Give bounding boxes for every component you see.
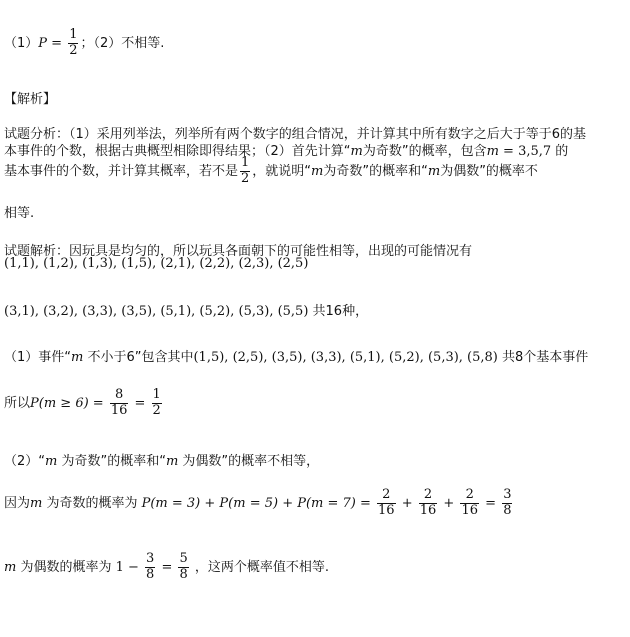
denominator: 2: [241, 170, 250, 186]
text: 为奇数的概率为: [42, 495, 142, 511]
numerator: 2: [377, 488, 396, 504]
denominator: 8: [146, 566, 155, 582]
text: 本事件的个数，根据古典概型相除即得结果；（2）首先计算“: [4, 144, 351, 159]
part2-line: [4, 450, 319, 469]
var-m: m: [165, 454, 179, 469]
part-label: （1）: [4, 35, 39, 51]
text: 为偶数的概率为: [16, 559, 116, 575]
text: 为偶数”的概率不: [440, 163, 538, 179]
text: 共8个基本事件: [497, 350, 589, 365]
denominator: 8: [179, 566, 188, 582]
answer-line: [4, 28, 164, 59]
denominator: 16: [110, 402, 128, 418]
fraction-half: [240, 156, 250, 187]
fraction: [145, 552, 155, 583]
numerator: 2: [460, 488, 479, 504]
text: 基本事件的个数，并计算其概率，若不是: [4, 163, 239, 179]
equals: =: [481, 495, 501, 511]
denominator: 2: [152, 402, 161, 418]
fraction: [152, 388, 162, 419]
var-m: m: [45, 454, 58, 469]
fraction: [460, 488, 479, 519]
numerator: 1: [152, 387, 161, 402]
numerator: 8: [110, 388, 129, 404]
count-text: 共16种，: [308, 304, 369, 319]
fraction: [377, 488, 396, 519]
var-m: m: [311, 163, 324, 179]
prob-symbol: P: [38, 35, 48, 51]
outcomes-row-1: (1,1), (1,2), (1,3), (1,5), (2,1), (2,2), (2,3), (2,5): [4, 256, 309, 271]
plus: +: [397, 495, 417, 511]
expression: P(m = 3) + P(m = 5) + P(m = 7) =: [141, 495, 376, 511]
outcomes: (1,5), (2,5), (3,5), (3,3), (5,1), (5,2), (5,3), (5,8): [193, 350, 498, 365]
values: = 3,5,7: [498, 144, 552, 159]
text: 因为: [4, 495, 31, 511]
equals: =: [157, 559, 177, 575]
var-m: m: [350, 144, 363, 159]
odd-probability-line: [4, 488, 514, 519]
fraction: [178, 552, 188, 583]
expression: P(m ≥ 6) =: [30, 395, 108, 411]
fraction: [110, 388, 129, 419]
numerator: 3: [146, 551, 155, 566]
even-probability-line: [4, 552, 329, 583]
numerator: 2: [419, 488, 438, 504]
fraction: [502, 488, 512, 519]
text: 所以: [4, 395, 31, 411]
fraction-half: [68, 28, 78, 59]
var-m: m: [486, 144, 499, 159]
numerator: 1: [241, 155, 250, 170]
text: 不小于6”包含其中: [83, 350, 194, 365]
text: ，这两个概率值不相等.: [190, 559, 330, 575]
numerator: 5: [179, 551, 188, 566]
section-title: 【解析】: [4, 92, 57, 107]
denominator: 16: [461, 502, 479, 518]
text: （1）事件“: [4, 350, 72, 365]
solution-intro: 试题解析：因玩具是均匀的，所以玩具各面朝下的可能性相等，出现的可能情况有: [4, 244, 473, 259]
text: 为偶数”的概率不相等，: [178, 454, 320, 469]
fraction: [419, 488, 438, 519]
text: 为奇数”的概率和“: [323, 163, 428, 179]
denominator: 16: [378, 502, 395, 518]
denominator: 16: [419, 502, 437, 518]
outcomes-row-2: [4, 300, 368, 319]
denominator: 8: [503, 502, 512, 518]
var-m: m: [71, 350, 84, 365]
outcomes: (3,1), (3,2), (3,3), (3,5), (5,1), (5,2), (5,3), (5,5): [4, 304, 309, 319]
analysis-line-3: [4, 156, 538, 187]
analysis-line-4: 相等.: [4, 206, 35, 221]
var-m: m: [427, 163, 441, 179]
part1-line: [4, 346, 588, 365]
text: ，就说明“: [252, 163, 312, 179]
part1-result: [4, 388, 164, 419]
plus: +: [439, 495, 459, 511]
numerator: 1: [69, 27, 78, 42]
answer-part2: ；（2）不相等.: [80, 35, 165, 51]
equals: =: [47, 35, 67, 51]
var-m: m: [4, 559, 17, 575]
text: 为奇数”的概率，包含: [362, 144, 487, 159]
denominator: 2: [69, 42, 78, 58]
numerator: 3: [503, 487, 512, 502]
expression: 1 −: [115, 559, 144, 575]
analysis-line-1: 试题分析：（1）采用列举法，列举所有两个数字的组合情况，并计算其中所有数字之后大于等于6的基: [4, 127, 587, 142]
text: 的: [551, 144, 569, 159]
var-m: m: [30, 495, 43, 511]
text: （2）“: [4, 454, 46, 469]
text: 为奇数”的概率和“: [57, 454, 166, 469]
equals: =: [130, 395, 150, 411]
